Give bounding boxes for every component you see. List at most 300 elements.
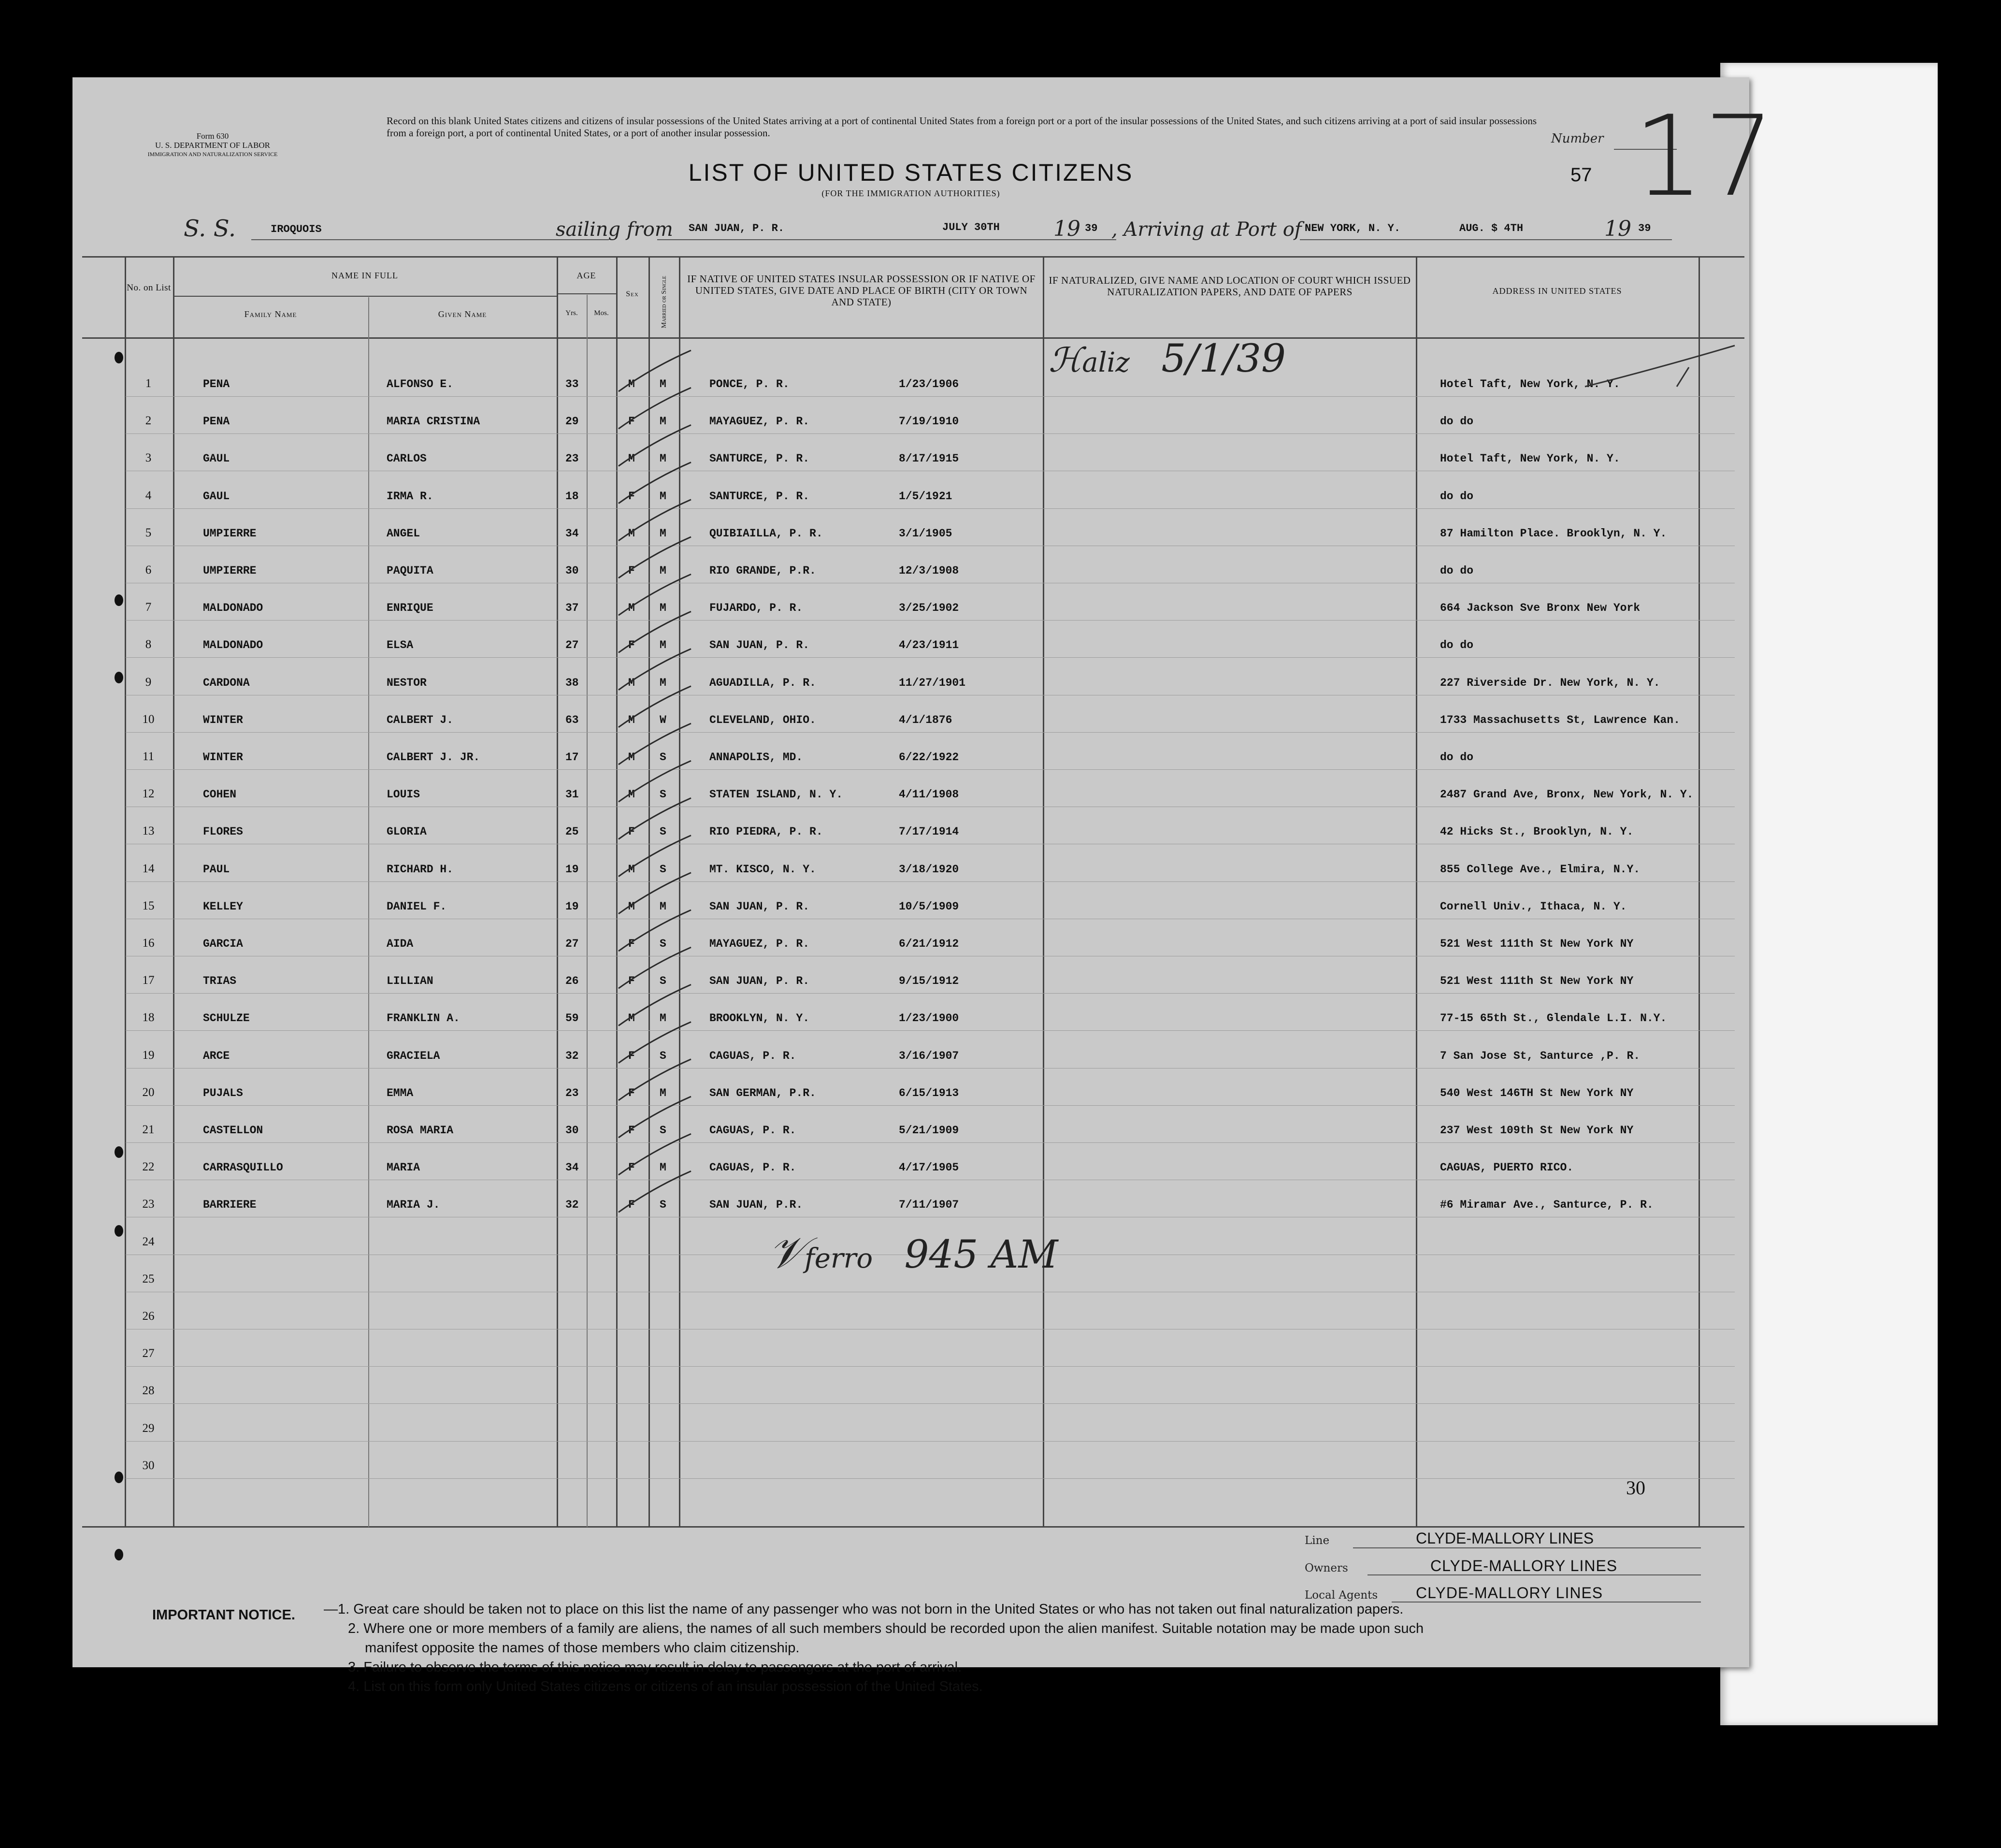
punch-hole [115,672,123,683]
birth-date-cell: 7/19/1910 [899,415,959,428]
row-number: 13 [142,824,155,838]
tally-stroke [619,425,691,466]
address-cell: do do [1440,751,1474,764]
family-name-cell: MALDONADO [203,639,263,652]
header-age: AGE [576,271,596,280]
age-years-cell: 31 [565,788,579,801]
birthplace-cell: CLEVELAND, OHIO. [709,713,816,726]
birthplace-cell: SAN GERMAN, P.R. [709,1086,816,1099]
col-divider [125,256,126,1527]
number-label: Number [1551,131,1604,146]
sex-cell: M [628,751,635,764]
given-name-cell: PAQUITA [387,564,433,577]
address-cell: Hotel Taft, New York, N. Y. [1440,378,1620,390]
tally-stroke [619,537,691,578]
family-name-cell: PENA [203,378,230,390]
family-name-cell: GAUL [203,490,230,503]
marital-status-cell: M [660,1012,666,1025]
address-cell: 237 West 109th St New York NY [1440,1124,1634,1137]
row-number: 8 [145,638,152,651]
sex-cell: M [628,1012,635,1025]
table-bottom-border [82,1526,1744,1528]
sex-cell: F [628,1086,635,1099]
age-years-cell: 27 [565,639,579,652]
birthplace-cell: STATEN ISLAND, N. Y. [709,788,843,801]
marital-status-cell: M [660,1086,666,1099]
family-name-cell: FLORES [203,825,243,838]
naturalized-handwritten-note: ℋaliz 5/1/39 [1049,336,1286,381]
marital-status-cell: S [660,788,666,801]
line-value: CLYDE-MALLORY LINES [1416,1530,1594,1547]
page-count-note: 30 [1626,1477,1645,1499]
marital-status-cell: M [660,1161,666,1174]
family-name-cell: KELLEY [203,900,243,913]
header-married: Married or Single [661,275,668,329]
given-name-cell: MARIA [387,1161,420,1174]
row-number: 9 [145,675,152,689]
marital-status-cell: M [660,900,666,913]
marital-status-cell: S [660,938,666,950]
sex-cell: F [628,1124,635,1137]
birthplace-cell: SAN JUAN, P. R. [709,900,810,913]
col-divider [368,297,369,1527]
age-years-cell: 17 [565,751,579,764]
marital-status-cell: S [660,863,666,876]
row-number: 30 [142,1458,155,1472]
row-divider [126,769,1735,770]
year-1: 39 [1085,222,1098,234]
row-number: 26 [142,1310,155,1323]
tally-stroke [619,910,691,951]
tally-stroke [619,388,691,429]
notice-item-4: 4. List on this form only United States citizens or citizens of an insular possession of the United States. [348,1679,983,1694]
address-cell: 87 Hamilton Place. Brooklyn, N. Y. [1440,527,1667,540]
row-divider [126,508,1735,509]
birthplace-cell: MT. KISCO, N. Y. [709,863,816,876]
given-name-cell: ROSA MARIA [387,1124,454,1137]
marital-status-cell: M [660,415,666,428]
tally-stroke [619,649,691,690]
header-yrs: Yrs. [565,309,578,317]
birthplace-cell: SANTURCE, P. R. [709,490,810,503]
birthplace-cell: RIO GRANDE, P.R. [709,564,816,577]
address-cell: Hotel Taft, New York, N. Y. [1440,452,1620,465]
arriving-label: , Arriving at Port of [1111,218,1302,241]
time-handwritten-note: 𝒱ferro 945 AM [768,1227,1058,1278]
family-name-cell: GARCIA [203,938,243,950]
address-cell: do do [1440,415,1474,428]
punch-hole [115,1472,123,1483]
sailing-label: sailing from [556,218,673,241]
sailing-date-underline [923,239,1116,240]
punch-hole [115,594,123,606]
family-name-cell: WINTER [203,751,243,764]
owners-label: Owners [1305,1562,1348,1574]
table-top-border [82,256,1744,258]
family-name-cell: MALDONADO [203,602,263,615]
row-divider [126,620,1735,621]
marital-status-cell: S [660,1198,666,1212]
given-name-cell: ANGEL [387,527,420,540]
marital-status-cell: M [660,602,666,615]
birthplace-cell: MAYAGUEZ, P. R. [709,415,810,428]
marital-status-cell: W [660,713,666,726]
tally-stroke [619,1059,691,1100]
owners-underline [1368,1574,1701,1575]
row-divider [126,881,1735,882]
ship-name: IROQUOIS [271,223,322,235]
tally-stroke [619,723,691,765]
sex-cell: F [628,564,635,577]
row-divider [126,993,1735,994]
notice-title: IMPORTANT NOTICE. [152,1607,295,1623]
arriving-date: AUG. $ 4TH [1459,222,1524,234]
birthplace-cell: CAGUAS, P. R. [709,1161,796,1174]
sailing-from: SAN JUAN, P. R. [689,222,785,234]
birth-date-cell: 7/17/1914 [899,825,959,838]
tally-stroke [619,574,691,615]
col-divider [557,256,558,1527]
header-naturalized: IF NATURALIZED, GIVE NAME AND LOCATION OF COURT WHICH ISSUED NATURALIZATION PAPERS, AND DATE OF PAPERS [1049,274,1411,298]
address-cell: 77-15 65th St., Glendale L.I. N.Y. [1440,1012,1667,1025]
age-years-cell: 30 [565,564,579,577]
marital-status-cell: S [660,825,666,838]
age-years-cell: 26 [565,975,579,988]
birth-date-cell: 3/25/1902 [899,602,959,615]
birthplace-cell: FUJARDO, P. R. [709,602,803,615]
form-instructions: Record on this blank United States citizens and citizens of insular possessions of the United States arriving at a port of continental United States from a foreign port or a port of the insular possessions of the United States, and such citizens arriving at a port of said insular possessions from a foreign port, a port of continental United States, or a port of another insular possession. [387,115,1537,139]
sex-cell: F [628,639,635,652]
marital-status-cell: S [660,975,666,988]
address-cell: do do [1440,639,1474,652]
sex-cell: F [628,415,635,428]
birth-date-cell: 12/3/1908 [899,564,959,577]
row-divider [126,396,1735,397]
sex-cell: M [628,378,635,390]
tally-stroke [619,798,691,839]
tally-stroke [619,1134,691,1175]
age-years-cell: 19 [565,900,579,913]
age-years-cell: 32 [565,1198,579,1212]
header-address: ADDRESS IN UNITED STATES [1492,286,1622,296]
given-name-cell: FRANKLIN A. [387,1012,460,1025]
department-name: U. S. DEPARTMENT OF LABOR [155,141,270,150]
sailing-date: JULY 30TH [942,221,1000,233]
marital-status-cell: M [660,639,666,652]
birth-date-cell: 5/21/1909 [899,1124,959,1137]
family-name-cell: UMPIERRE [203,527,257,540]
row-number: 6 [145,563,152,577]
age-years-cell: 23 [565,1086,579,1099]
marital-status-cell: M [660,490,666,503]
birth-date-cell: 3/1/1905 [899,527,952,540]
notice-item-3: 3. Failure to observe the terms of this notice may result in delay to passengers at the port of arrival. [348,1660,962,1675]
family-name-cell: PENA [203,415,230,428]
agents-value: CLYDE-MALLORY LINES [1416,1584,1603,1602]
birthplace-cell: MAYAGUEZ, P. R. [709,938,810,950]
given-name-cell: ALFONSO E. [387,378,454,390]
col-divider [1043,256,1044,1527]
age-years-cell: 30 [565,1124,579,1137]
marital-status-cell: M [660,527,666,540]
row-number: 22 [142,1160,155,1174]
sex-cell: F [628,825,635,838]
year-2: 39 [1638,222,1651,234]
marital-status-cell: S [660,1049,666,1062]
tally-stroke [619,1097,691,1138]
agents-underline [1392,1602,1701,1603]
header-birth: IF NATIVE OF UNITED STATES INSULAR POSSESSION OR IF NATIVE OF UNITED STATES, GIVE DATE AND PLACE OF BIRTH (CITY OR TOWN AND STATE) [687,273,1036,308]
header-name-in-full: NAME IN FULL [331,271,398,280]
tally-stroke [619,1171,691,1212]
birth-date-cell: 10/5/1909 [899,900,959,913]
tally-marks [609,329,850,1319]
tally-stroke [619,1022,691,1063]
age-years-cell: 33 [565,378,579,390]
row-number: 25 [142,1272,155,1285]
birthplace-cell: BROOKLYN, N. Y. [709,1012,810,1025]
birthplace-cell: RIO PIEDRA, P. R. [709,825,823,838]
address-cell: 540 West 146TH St New York NY [1440,1086,1634,1099]
age-years-cell: 25 [565,825,579,838]
col-divider [1416,256,1417,1527]
address-cell: do do [1440,490,1474,503]
notice-item-2-cont: manifest opposite the names of those members who claim citizenship. [365,1640,800,1656]
birthplace-cell: PONCE, P. R. [709,378,790,390]
family-name-cell: BARRIERE [203,1198,257,1212]
row-number: 19 [142,1048,155,1062]
given-name-cell: CALBERT J. JR. [387,751,480,764]
punch-hole [115,1549,123,1560]
col-divider [173,256,174,1527]
given-name-cell: ENRIQUE [387,602,433,615]
family-name-cell: CASTELLON [203,1124,263,1137]
birthplace-cell: QUIBIAILLA, P. R. [709,527,823,540]
age-years-cell: 38 [565,676,579,689]
back-sheet [1720,63,1938,1725]
address-cell: 2487 Grand Ave, Bronx, New York, N. Y. [1440,788,1694,801]
marital-status-cell: S [660,751,666,764]
tally-stroke [619,500,691,541]
header-married-wrap [651,271,678,333]
row-number: 12 [142,787,155,801]
notice-item-1: —1. Great care should be taken not to place on this list the name of any passenger who was not born in the United States or who has not taken out final naturalization papers. [324,1602,1404,1617]
row-number: 20 [142,1085,155,1099]
birth-date-cell: 1/5/1921 [899,490,952,503]
tally-stroke [619,462,691,504]
row-number: 29 [142,1421,155,1435]
row-number: 3 [145,451,152,465]
marital-status-cell: S [660,1124,666,1137]
address-cell: 521 West 111th St New York NY [1440,938,1634,950]
row-divider [126,1142,1735,1143]
handwritten-number: 17 [1633,92,1775,221]
row-number: 11 [142,750,155,763]
age-years-cell: 34 [565,1161,579,1174]
tally-stroke [619,350,691,391]
given-name-cell: LOUIS [387,788,420,801]
given-name-cell: RICHARD H. [387,863,454,876]
birthplace-cell: ANNAPOLIS, MD. [709,751,803,764]
agents-label: Local Agents [1305,1589,1378,1602]
given-name-cell: AIDA [387,938,414,950]
header-family-name: Family Name [244,309,297,319]
row-number: 5 [145,526,152,539]
row-number: 10 [142,712,155,726]
address-cell: do do [1440,564,1474,577]
given-name-cell: ELSA [387,639,414,652]
address-cell: 855 College Ave., Elmira, N.Y. [1440,863,1641,876]
birth-date-cell: 3/16/1907 [899,1049,959,1062]
row-number: 14 [142,862,155,875]
page-title: LIST OF UNITED STATES CITIZENS [688,159,1134,186]
birthplace-cell: CAGUAS, P. R. [709,1049,796,1062]
family-name-cell: TRIAS [203,975,237,988]
punch-hole [115,352,123,363]
arriving-port: NEW YORK, N. Y. [1305,222,1401,234]
check-mark-stroke [1580,341,1749,394]
address-cell: 227 Riverside Dr. New York, N. Y. [1440,676,1660,689]
address-cell: 664 Jackson Sve Bronx New York [1440,602,1641,615]
birth-date-cell: 4/17/1905 [899,1161,959,1174]
given-name-cell: NESTOR [387,676,427,689]
row-number: 1 [145,377,152,390]
birth-date-cell: 1/23/1906 [899,378,959,390]
header-no: No. on List [127,283,171,293]
birthplace-cell: SANTURCE, P. R. [709,452,810,465]
given-name-cell: GRACIELA [387,1049,440,1062]
sex-cell: M [628,713,635,726]
sex-cell: M [628,900,635,913]
sex-cell: F [628,975,635,988]
service-name: IMMIGRATION AND NATURALIZATION SERVICE [147,151,278,158]
given-name-cell: GLORIA [387,825,427,838]
header-sex: Sex [626,290,639,298]
col-divider [587,295,588,1527]
row-number: 27 [142,1347,155,1360]
given-name-cell: LILLIAN [387,975,433,988]
family-name-cell: PAUL [203,863,230,876]
tally-stroke [619,611,691,652]
age-years-cell: 29 [565,415,579,428]
sex-cell: M [628,676,635,689]
header-given-name: Given Name [438,309,487,319]
family-name-cell: CARDONA [203,676,250,689]
ss-label: S. S. [184,215,236,242]
time-note-text: 945 AM [904,1232,1058,1277]
birth-date-cell: 6/15/1913 [899,1086,959,1099]
age-years-cell: 59 [565,1012,579,1025]
sex-cell: M [628,602,635,615]
birth-date-cell: 9/15/1912 [899,975,959,988]
punch-hole [115,1225,123,1237]
address-cell: 7 San Jose St, Santurce ,P. R. [1440,1049,1641,1062]
row-divider [126,1478,1735,1479]
row-divider [126,732,1735,733]
address-cell: 521 West 111th St New York NY [1440,975,1634,988]
marital-status-cell: M [660,676,666,689]
form-id-block [126,131,300,159]
age-years-cell: 27 [565,938,579,950]
address-cell: 42 Hicks St., Brooklyn, N. Y. [1440,825,1634,838]
line-underline [1353,1547,1701,1548]
birth-date-cell: 11/27/1901 [899,676,966,689]
col-divider [1699,256,1700,1527]
given-name-cell: MARIA CRISTINA [387,415,480,428]
birth-date-cell: 6/22/1922 [899,751,959,764]
row-number: 21 [142,1123,155,1136]
birthplace-cell: AGUADILLA, P. R. [709,676,816,689]
birthplace-cell: SAN JUAN, P. R. [709,975,810,988]
birth-date-cell: 4/11/1908 [899,788,959,801]
row-divider [126,1403,1735,1404]
naturalized-date-note: 5/1/39 [1161,336,1286,381]
birthplace-cell: SAN JUAN, P.R. [709,1198,803,1212]
age-years-cell: 37 [565,602,579,615]
tally-stroke [619,836,691,877]
birthplace-cell: CAGUAS, P. R. [709,1124,796,1137]
marital-status-cell: M [660,452,666,465]
notice-item-2: 2. Where one or more members of a family are aliens, the names of all such members should be recorded upon the alien manifest. Suitable notation may be made upon such [348,1621,1424,1636]
row-number: 7 [145,601,152,614]
ship-underline [251,239,609,240]
owners-value: CLYDE-MALLORY LINES [1430,1557,1618,1574]
sex-cell: M [628,863,635,876]
marital-status-cell: M [660,564,666,577]
tally-stroke [619,947,691,988]
family-name-cell: CARRASQUILLO [203,1161,283,1174]
row-number: 16 [142,937,155,950]
family-name-cell: COHEN [203,788,237,801]
row-number: 17 [142,974,155,987]
address-cell: Cornell Univ., Ithaca, N. Y. [1440,900,1627,913]
age-years-cell: 19 [565,863,579,876]
row-number: 2 [145,414,152,428]
given-name-cell: CARLOS [387,452,427,465]
tally-stroke [619,984,691,1025]
birth-date-cell: 1/23/1900 [899,1012,959,1025]
given-name-cell: CALBERT J. [387,713,454,726]
row-number: 18 [142,1011,155,1025]
row-divider [126,1105,1735,1106]
sex-cell: F [628,1161,635,1174]
address-cell: 1733 Massachusetts St, Lawrence Kan. [1440,713,1680,726]
given-name-cell: MARIA J. [387,1198,440,1212]
sex-cell: F [628,490,635,503]
birth-date-cell: 6/21/1912 [899,938,959,950]
given-name-cell: EMMA [387,1086,414,1099]
number-value: 57 [1570,164,1592,186]
row-divider [126,1030,1735,1031]
family-name-cell: SCHULZE [203,1012,250,1025]
family-name-cell: WINTER [203,713,243,726]
birth-date-cell: 7/11/1907 [899,1198,959,1212]
manifest-form [72,77,1775,1694]
address-cell: CAGUAS, PUERTO RICO. [1440,1161,1574,1174]
header-mos: Mos. [594,309,609,317]
family-name-cell: ARCE [203,1049,230,1062]
name-header-underline [173,296,557,297]
sex-cell: M [628,527,635,540]
sex-cell: F [628,938,635,950]
marital-status-cell: M [660,378,666,390]
page-subtitle: (FOR THE IMMIGRATION AUTHORITIES) [821,188,1000,198]
family-name-cell: GAUL [203,452,230,465]
sex-cell: F [628,1198,635,1212]
row-divider [126,1366,1735,1367]
birth-date-cell: 3/18/1920 [899,863,959,876]
birth-date-cell: 4/23/1911 [899,639,959,652]
